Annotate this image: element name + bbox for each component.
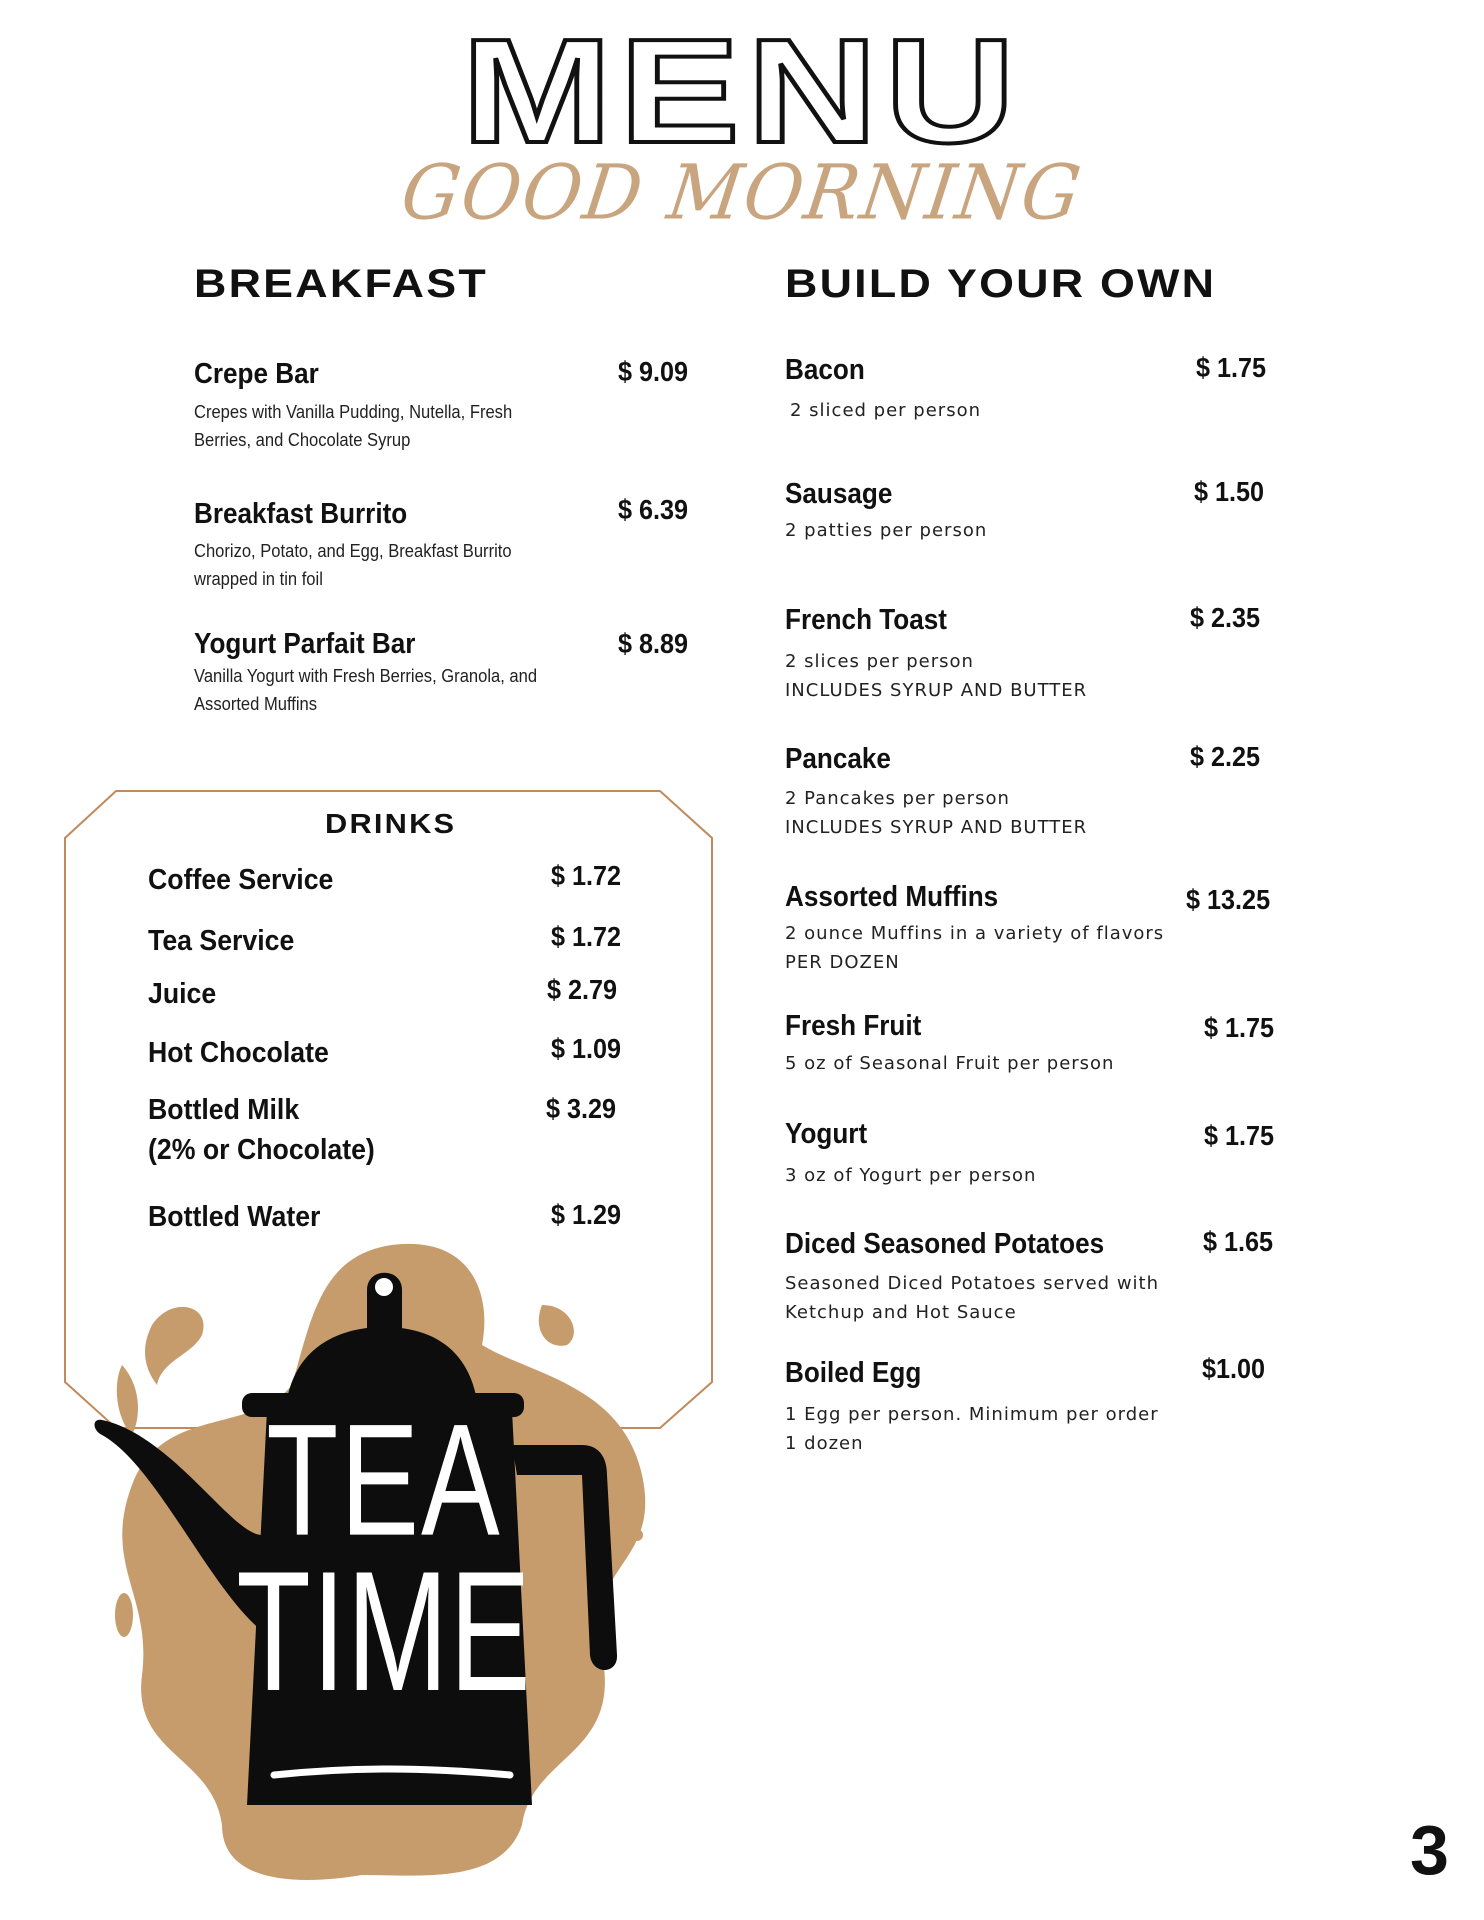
- breakfast-item-name: Yogurt Parfait Bar: [194, 628, 416, 660]
- build-your-own-heading: BUILD YOUR OWN: [785, 262, 1217, 306]
- byo-item-desc: 2 slices per person INCLUDES SYRUP AND BUTTER: [785, 651, 1088, 701]
- breakfast-heading: BREAKFAST: [194, 262, 488, 306]
- drink-name: Tea Service: [148, 925, 295, 957]
- byo-item-price: $ 1.75: [1196, 352, 1267, 383]
- breakfast-item-price: $ 6.39: [618, 494, 689, 525]
- byo-item-price: $1.00: [1202, 1353, 1266, 1384]
- byo-item-desc: 2 patties per person: [785, 520, 988, 541]
- byo-item-desc: 1 Egg per person. Minimum per order 1 dozen: [785, 1404, 1159, 1454]
- byo-item-price: $ 1.75: [1204, 1012, 1275, 1043]
- byo-item-price: $ 1.65: [1203, 1226, 1274, 1257]
- byo-item-price: $ 13.25: [1186, 884, 1271, 915]
- byo-item-name: Bacon: [785, 354, 865, 386]
- drink-name: Juice: [148, 978, 217, 1010]
- byo-item-desc: 2 Pancakes per person INCLUDES SYRUP AND BUTTER: [785, 788, 1088, 838]
- drink-price: $ 1.72: [551, 921, 622, 952]
- byo-item-price: $ 2.25: [1190, 741, 1261, 772]
- page-number: 3: [1410, 1811, 1449, 1889]
- byo-item-desc: 3 oz of Yogurt per person: [785, 1165, 1037, 1186]
- drink-price: $ 2.79: [547, 974, 618, 1005]
- byo-item-name: Assorted Muffins: [785, 881, 999, 913]
- breakfast-item-price: $ 9.09: [618, 356, 689, 387]
- drink-price: $ 1.72: [551, 860, 622, 891]
- good-morning-subtitle: GOOD MORNING: [396, 147, 1088, 237]
- byo-item-name: Yogurt: [785, 1118, 868, 1150]
- byo-item-name: Fresh Fruit: [785, 1010, 922, 1042]
- byo-item-desc: 5 oz of Seasonal Fruit per person: [785, 1053, 1115, 1074]
- byo-item-desc: 2 sliced per person: [790, 400, 981, 421]
- tea-time-teapot-illustration: [62, 1235, 702, 1895]
- byo-item-name: Boiled Egg: [785, 1357, 922, 1389]
- byo-item-price: $ 1.50: [1194, 476, 1265, 507]
- drink-price: $ 1.29: [551, 1199, 622, 1230]
- breakfast-item-name: Crepe Bar: [194, 358, 319, 390]
- breakfast-item-desc: Chorizo, Potato, and Egg, Breakfast Burrito wrapped in tin foil: [194, 541, 512, 589]
- byo-item-name: Sausage: [785, 478, 893, 510]
- byo-item-name: French Toast: [785, 604, 947, 636]
- drink-price: $ 1.09: [551, 1033, 622, 1064]
- drink-name: Hot Chocolate: [148, 1037, 329, 1069]
- breakfast-item-price: $ 8.89: [618, 628, 689, 659]
- byo-item-name: Diced Seasoned Potatoes: [785, 1228, 1105, 1260]
- drink-name: Bottled Water: [148, 1201, 321, 1233]
- drink-price: $ 3.29: [546, 1093, 617, 1124]
- drinks-heading: DRINKS: [325, 808, 457, 839]
- byo-item-price: $ 1.75: [1204, 1120, 1275, 1151]
- breakfast-item-name: Breakfast Burrito: [194, 498, 408, 530]
- menu-title: MENU: [461, 9, 1023, 174]
- byo-item-name: Pancake: [785, 743, 891, 775]
- time-text: TIME: [236, 1536, 532, 1727]
- drink-name: Coffee Service: [148, 864, 334, 896]
- byo-item-desc: Seasoned Diced Potatoes served with Ketchup and Hot Sauce: [785, 1273, 1160, 1323]
- byo-item-desc: 2 ounce Muffins in a variety of flavors PER DOZEN: [785, 923, 1165, 973]
- tea-text: TEA: [266, 1390, 502, 1569]
- breakfast-item-desc: Crepes with Vanilla Pudding, Nutella, Fresh Berries, and Chocolate Syrup: [194, 402, 513, 450]
- breakfast-item-desc: Vanilla Yogurt with Fresh Berries, Granola, and Assorted Muffins: [194, 666, 538, 714]
- byo-item-price: $ 2.35: [1190, 602, 1261, 633]
- drink-name: Bottled Milk (2% or Chocolate): [148, 1094, 375, 1166]
